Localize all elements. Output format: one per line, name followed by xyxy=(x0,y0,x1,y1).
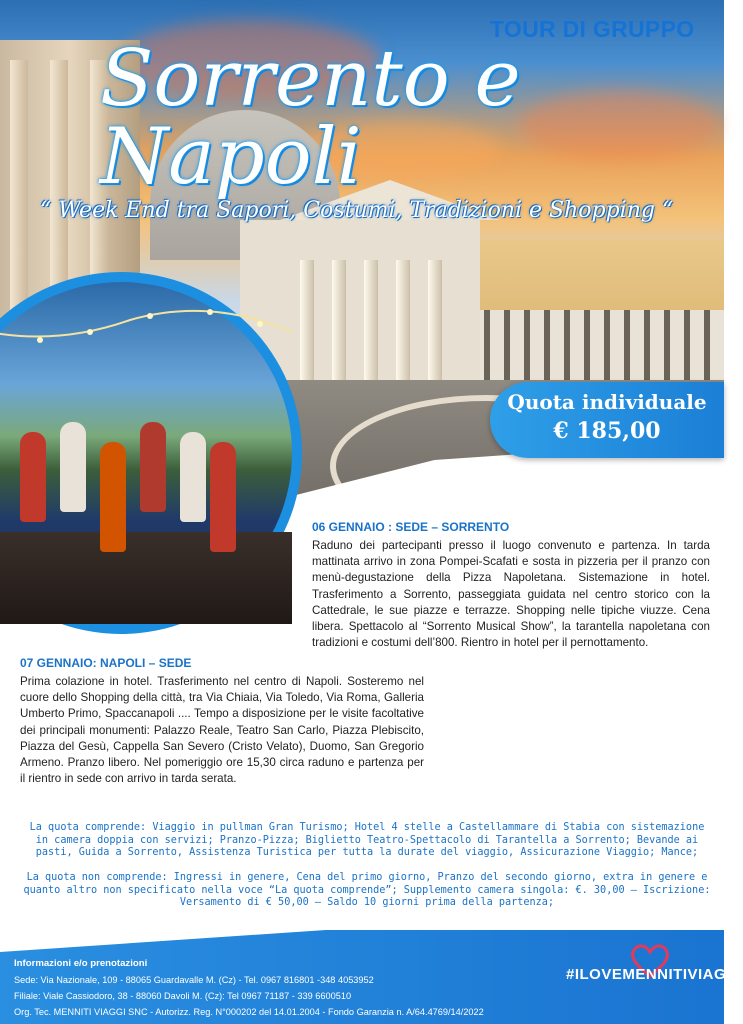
day-2-title: 07 GENNAIO: NAPOLI – SEDE xyxy=(20,656,192,670)
dancer xyxy=(100,442,126,552)
price-badge xyxy=(490,382,724,458)
dancer xyxy=(60,422,86,512)
tour-label: TOUR DI GRUPPO xyxy=(490,16,695,42)
page-title: Sorrento e Napoli xyxy=(100,34,521,202)
price-includes: La quota comprende: Viaggio in pullman Gran Turismo; Hotel 4 stelle a Castellammare di Stabia con sistemazione in camera doppia con servizi; Pranzo-Pizza; Biglietto Teatro-Spettacolo di Tarantella a Sorrento; Bevande ai pasti, Guida a Sorrento, Assistenza Turistica per tutta la durate del viaggio, Assicurazione Viaggio; Mance; xyxy=(29,822,705,859)
day-1-description: Raduno dei partecipanti presso il luogo convenuto e partenza. In tarda mattinata arrivo in zona Pompei-Scafati e sosta in pizzeria per il pranzo con menù-degustazione della Pizza Napoletana. Sistemazione in hotel. Trasferimento a Sorrento, passeggiata guidata nel centro storico con la Cattedrale, le sue piazze e terrazze. Shopping nelle tipiche viuzze. Cena libera. Spettacolo al “Sorrento Musical Show”, la tarantella napoletana con tradizioni e costumi dell’800. Rientro in hotel per il pernottamento. xyxy=(312,539,710,650)
arcade xyxy=(470,310,724,380)
contact-line-org: Org. Tec. MENNITI VIAGGI SNC - Autorizz. Reg. N°000202 del 14.01.2004 - Fondo Garanzia n. A/64.4769/14/2022 xyxy=(14,1007,484,1017)
contact-line-sede: Sede: Via Nazionale, 109 - 88065 Guardavalle M. (Cz) - Tel. 0967 816801 -348 4053952 xyxy=(14,975,374,985)
price-label: Quota individuale xyxy=(507,390,707,414)
tarantella-photo xyxy=(0,282,292,624)
contact-line-filiale: Filiale: Viale Cassiodoro, 38 - 88060 Davoli M. (Cz): Tel 0967 71187 - 339 6600510 xyxy=(14,991,352,1001)
contact-info xyxy=(14,956,514,1020)
dancer xyxy=(210,442,236,552)
day-2-description: Prima colazione in hotel. Trasferimento nel centro di Napoli. Sosteremo nel cuore dello Shopping della città, tra Via Chiaia, Via Toledo, Via Roma, Galleria Umberto Primo, Spaccanapoli .... Tempo a disposizione per le visite facoltative dei principali monumenti: Palazzo Reale, Teatro San Carlo, Piazza Plebiscito, Piazza del Gesù, Cappella San Severo (Cristo Velato), Duomo, San Gregorio Armeno. Pranzo libero. Nel pomeriggio ore 15,30 circa raduno e partenza per il rientro in sede con arrivo in tarda serata. xyxy=(20,675,424,786)
dancer xyxy=(20,432,46,522)
stage xyxy=(0,532,292,624)
contact-heading: Informazioni e/o prenotazioni xyxy=(14,958,148,969)
day-1-title: 06 GENNAIO : SEDE – SORRENTO xyxy=(312,520,510,534)
price-value: € 185,00 xyxy=(553,418,661,444)
dancer xyxy=(140,422,166,512)
page-subtitle: “ Week End tra Sapori, Costumi, Tradizioni e Shopping “ xyxy=(40,198,674,223)
price-excludes: La quota non comprende: Ingressi in genere, Cena del primo giorno, Pranzo del secondo giorno, extra in genere e quanto altro non specificato nella voce “La quota comprende”; Supplemento camera singola: €. 30,00 – Iscrizione: Versamento di € 50,00 – Saldo 10 giorni prima della partenza; xyxy=(23,872,711,909)
hashtag: #ILOVEMENNITIVIAGGI xyxy=(566,966,743,983)
string-lights-icon xyxy=(0,302,292,362)
dancer xyxy=(180,432,206,522)
